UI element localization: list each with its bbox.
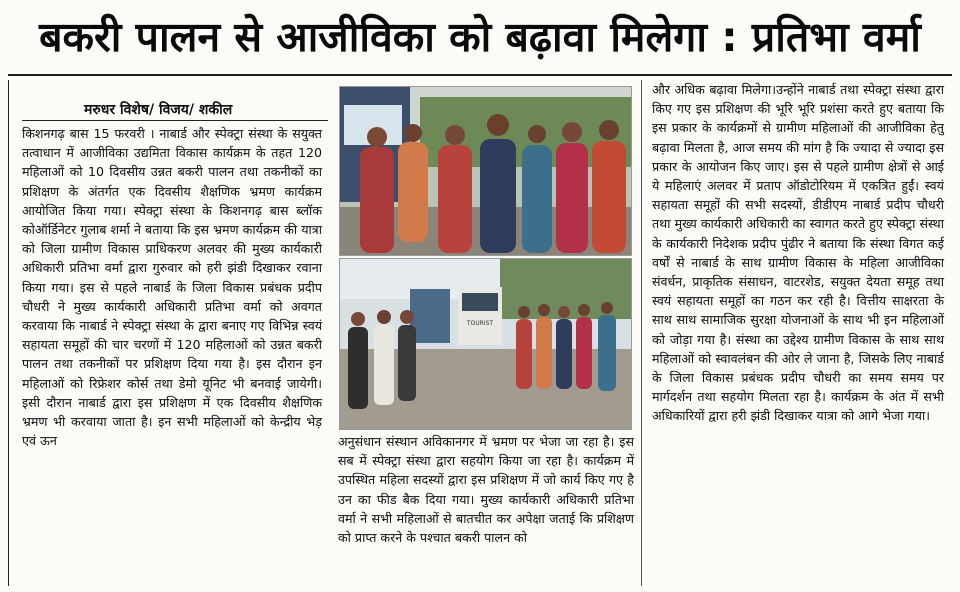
headline-rule <box>8 74 952 76</box>
article-text-column-2: अनुसंधान संस्थान अविकानगर में भ्रमण पर भेजा जा रहा है। इस सब में स्पेक्ट्रा संस्था द्वारा सहयोग किया जा रहा है। कार्यक्रम में उपस्थित महिला सदस्यों द्वारा इस प्रशिक्षण में जो कार्य किए गए है उन का फीड बैक दिया गया। मुख्य कार्यकारी अधिकारी प्रतिभा वर्मा ने सभी महिलाओं से बातचीत कर अपेक्षा जताई कि प्रशिक्षण को प्राप्त करने के पश्चात बकरी पालन को <box>338 434 634 546</box>
article-text-column-1: किशनगढ़ बास 15 फरवरी । नाबार्ड और स्पेक्ट्रा संस्था के सयुक्त तत्वाधान में आजीविका उद्यमिता विकास कार्यक्रम के तहत 120 महिलाओं को 10 दिवसीय उन्नत बकरी पालन तथा तकनीकों का प्रशिक्षण के अंतर्गत एक दिवसीय शैक्षणिक भ्रमण कार्यक्रम आयोजित किया गया। स्पेक्ट्रा संस्था के किशनगढ़ बास ब्लॉक कोऑर्डिनेटर गुलाब शर्मा ने बताया कि इस भ्रमण कार्यक्रम की यात्रा को जिला ग्रामीण विकास प्राधिकरण अलवर की मुख्य कार्यकारी अधिकारी प्रतिभा वर्मा द्वारा गुरुवार को हरी झंडी दिखाकर रवाना किया गया। इस से पहले नाबार्ड के जिला विकास प्रबंधक प्रदीप चौधरी ने मुख्य कार्यकारी अधिकारी प्रतिभा वर्मा को अवगत करवाया कि नाबार्ड ने स्पेक्ट्रा संस्था के द्वारा बनाए गए विभिन्न स्वयं सहायता समूहों की चार चरणों में 120 महिलाओं को उन्नत बकरी पालन तथा तकनीकों पर प्रशिक्षण दिया गया है। इस दौरान इन महिलाओं को रिफ्रेशर कोर्स तथा डेमो यूनिट भी बनवाई जायेगी। इसी दौरान नाबार्ड द्वारा इस प्रशिक्षण में एक दिवसीय शैक्षणिक भ्रमण भी करवाया जाता है। इन सभी महिलाओं को केन्द्रीय भेड़ एवं ऊन <box>22 126 322 449</box>
article-column-2 <box>338 432 634 547</box>
photo-bus-flag-off <box>339 258 632 430</box>
article-column-3 <box>652 80 944 426</box>
byline: मरुधर विशेष/ विजय/ शकील <box>84 102 233 118</box>
article-column-1 <box>22 124 322 450</box>
article-text-column-3: और अधिक बढ़ावा मिलेगा।उन्होंने नाबार्ड तथा स्पेक्ट्रा संस्था द्वारा किए गए इस प्रशिक्षण की भूरि भूरि प्रशंसा करते हुए बताया कि इस प्रकार के कार्यक्रमों से ग्रामीण महिलाओं की आजीविका हेतु बढ़ावा मिलता है, आज समय की मांग है कि ज्यादा से ज्यादा इस प्रकार के आयोजन किए जाए। इस से पहले ग्रामीण क्षेत्रों से आई ये महिलाएं अलवर में प्रताप ऑडोटोरियम में एकत्रित हुईं। स्वयं सहायता समूहों की सभी सदस्यों, डीडीएम नाबार्ड प्रदीप चौधरी तथा मुख्य कार्यकारी अधिकारी का स्वागत करते हुए स्पेक्ट्रा संस्था के कार्यकारी निदेशक प्रदीप पुंढीर ने बताया कि संस्था विगत कई वर्षों से नाबार्ड के साथ ग्रामीण विकास के महिला आजीविका संवर्धन, प्राकृतिक संसाधन, वाटरशेड, सयुक्त देयता समूह तथा स्वयं सहायता समूहों का गठन कर रही है। वित्तीय साक्षरता के साथ साथ सामाजिक सुरक्षा योजनाओं के साथ भी इन महिलाओं को जोड़ा गया है। संस्था का उद्देश्य ग्रामीण विकास के साथ साथ महिलाओं को स्वावलंबन की ओर ले जाना है, जिसके लिए नाबार्ड के जिला विकास प्रबंधक प्रदीप चौधरी का समय समय पर मार्गदर्शन तथा सहयोग मिलता रहा है। कार्यक्रम के अंत में सभी अधिकारियों द्वारा हरी झंडी दिखाकर यात्रा को आगे भेजा गया। <box>652 82 944 424</box>
photo-women-group-image <box>340 87 631 255</box>
column-divider-left <box>8 80 9 586</box>
photo-bus-flag-off-image <box>340 259 631 429</box>
column-divider-right <box>641 80 642 586</box>
byline-rule <box>22 120 328 121</box>
headline: बकरी पालन से आजीविका को बढ़ावा मिलेगा : प्रतिभा वर्मा <box>39 13 921 61</box>
photo-women-group <box>339 86 632 256</box>
bus-sign: TOURIST <box>466 320 494 327</box>
